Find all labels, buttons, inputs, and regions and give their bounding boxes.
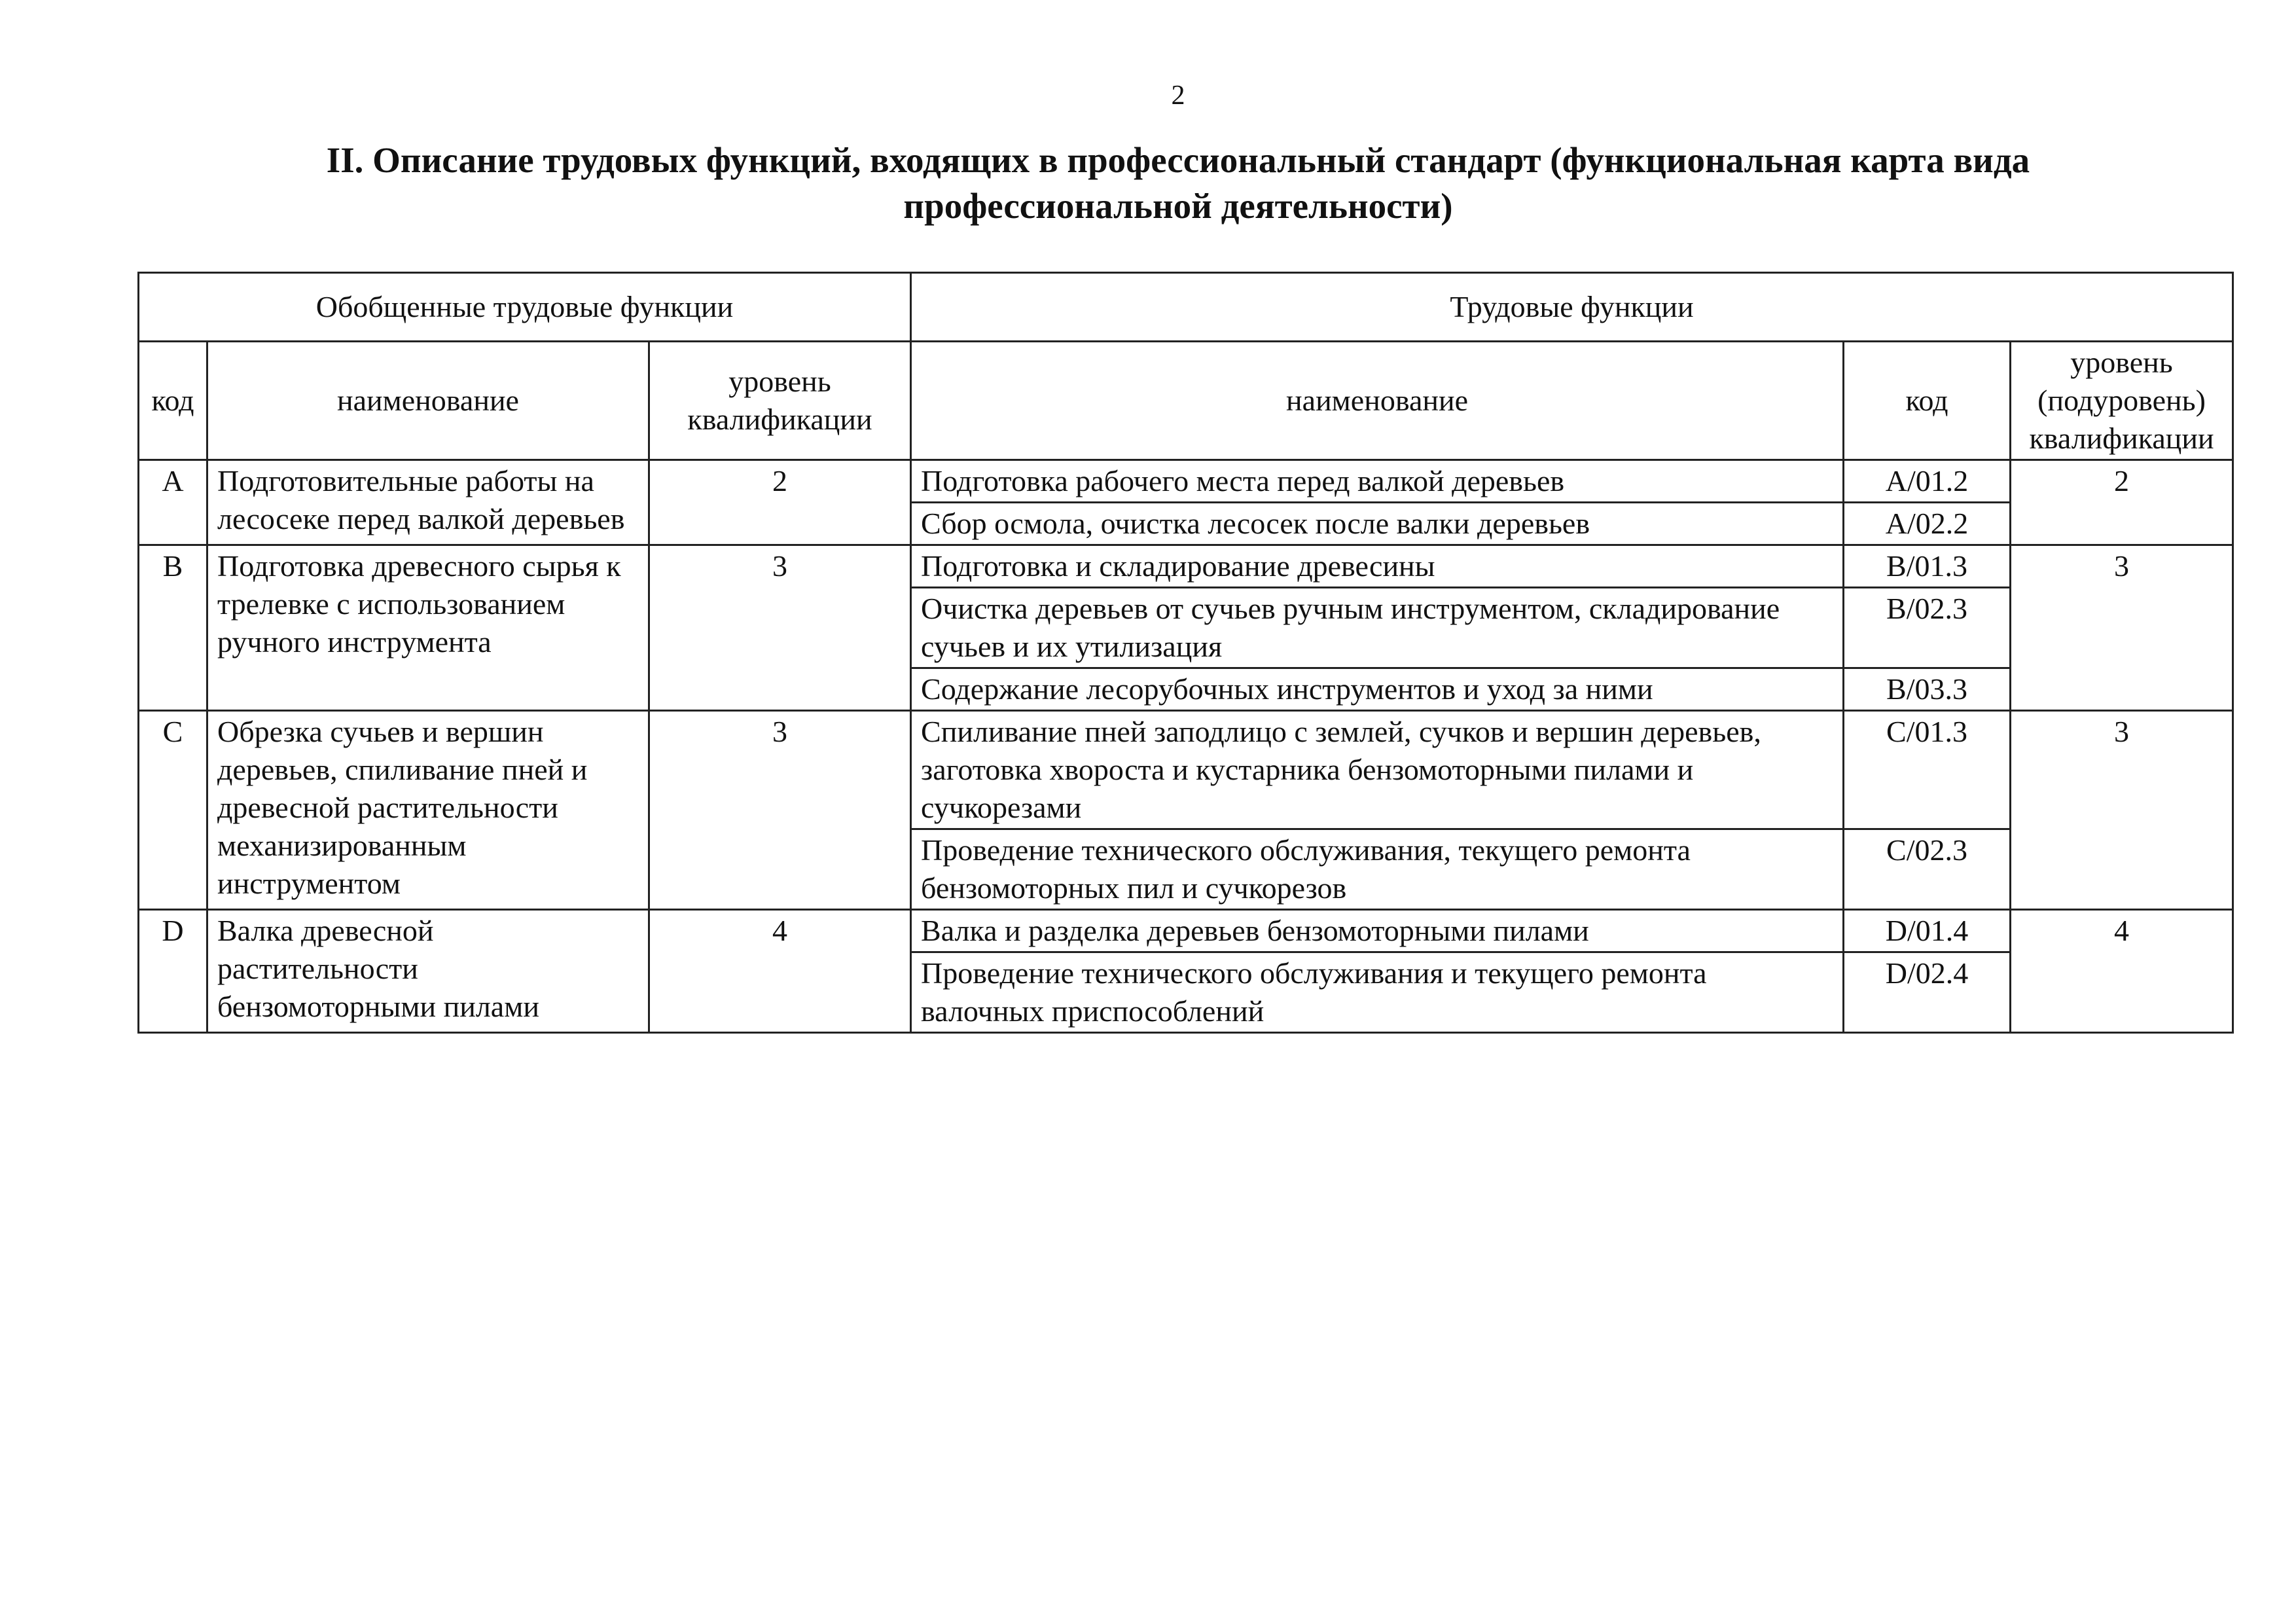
function-name: Валка и разделка деревьев бензомоторными пилами <box>911 910 1844 952</box>
group-code: A <box>139 460 207 545</box>
column-header-function-code: код <box>1844 342 2011 460</box>
group-name: Подготовительные работы на лесосеке перед валкой деревьев <box>207 460 649 545</box>
function-name: Подготовка и складирование древесины <box>911 545 1844 588</box>
function-name: Спиливание пней заподлицо с землей, сучков и вершин деревьев, заготовка хвороста и кустарника бензомоторными пилами и сучкорезами <box>911 711 1844 829</box>
function-name: Сбор осмола, очистка лесосек после валки деревьев <box>911 503 1844 545</box>
function-name: Проведение технического обслуживания и текущего ремонта валочных приспособлений <box>911 952 1844 1033</box>
function-code: B/01.3 <box>1844 545 2011 588</box>
header-generalized-functions: Обобщенные трудовые функции <box>139 273 911 342</box>
function-sublevel: 4 <box>2011 910 2233 1033</box>
column-header-level: уровень квалификации <box>649 342 911 460</box>
table-row <box>139 711 2233 829</box>
function-name: Проведение технического обслуживания, текущего ремонта бензомоторных пил и сучкорезов <box>911 829 1844 910</box>
function-code: A/01.2 <box>1844 460 2011 503</box>
section-title-line-2: профессиональной деятельности) <box>903 186 1453 226</box>
group-name: Валка древесной растительности бензомоторными пилами <box>207 910 649 1033</box>
section-title <box>196 137 2160 229</box>
group-level: 4 <box>649 910 911 1033</box>
header-labor-functions: Трудовые функции <box>911 273 2233 342</box>
function-code: C/01.3 <box>1844 711 2011 829</box>
table-group-header-row <box>139 273 2233 342</box>
group-name: Подготовка древесного сырья к трелевке с использованием ручного инструмента <box>207 545 649 711</box>
group-level: 3 <box>649 711 911 910</box>
function-sublevel: 3 <box>2011 711 2233 910</box>
function-code: A/02.2 <box>1844 503 2011 545</box>
table-row <box>139 545 2233 588</box>
function-code: D/02.4 <box>1844 952 2011 1033</box>
group-code: D <box>139 910 207 1033</box>
column-header-function-name: наименование <box>911 342 1844 460</box>
group-code: B <box>139 545 207 711</box>
functional-map-table <box>137 272 2234 1034</box>
column-header-code: код <box>139 342 207 460</box>
column-header-function-level: уровень (подуровень) квалификации <box>2011 342 2233 460</box>
function-name: Очистка деревьев от сучьев ручным инструментом, складирование сучьев и их утилизация <box>911 588 1844 668</box>
function-name: Содержание лесорубочных инструментов и уход за ними <box>911 668 1844 711</box>
function-code: B/02.3 <box>1844 588 2011 668</box>
group-name: Обрезка сучьев и вершин деревьев, спиливание пней и древесной растительности механизированным инструментом <box>207 711 649 910</box>
function-sublevel: 2 <box>2011 460 2233 545</box>
group-level: 2 <box>649 460 911 545</box>
group-level: 3 <box>649 545 911 711</box>
table-row <box>139 910 2233 952</box>
function-code: C/02.3 <box>1844 829 2011 910</box>
function-sublevel: 3 <box>2011 545 2233 711</box>
column-header-name: наименование <box>207 342 649 460</box>
table-column-header-row <box>139 342 2233 460</box>
function-code: D/01.4 <box>1844 910 2011 952</box>
group-code: C <box>139 711 207 910</box>
table-row <box>139 460 2233 503</box>
function-name: Подготовка рабочего места перед валкой деревьев <box>911 460 1844 503</box>
section-title-line-1: II. Описание трудовых функций, входящих в профессиональный стандарт (функциональная карта вида <box>326 140 2030 180</box>
function-code: B/03.3 <box>1844 668 2011 711</box>
page-number: 2 <box>1171 81 1185 111</box>
